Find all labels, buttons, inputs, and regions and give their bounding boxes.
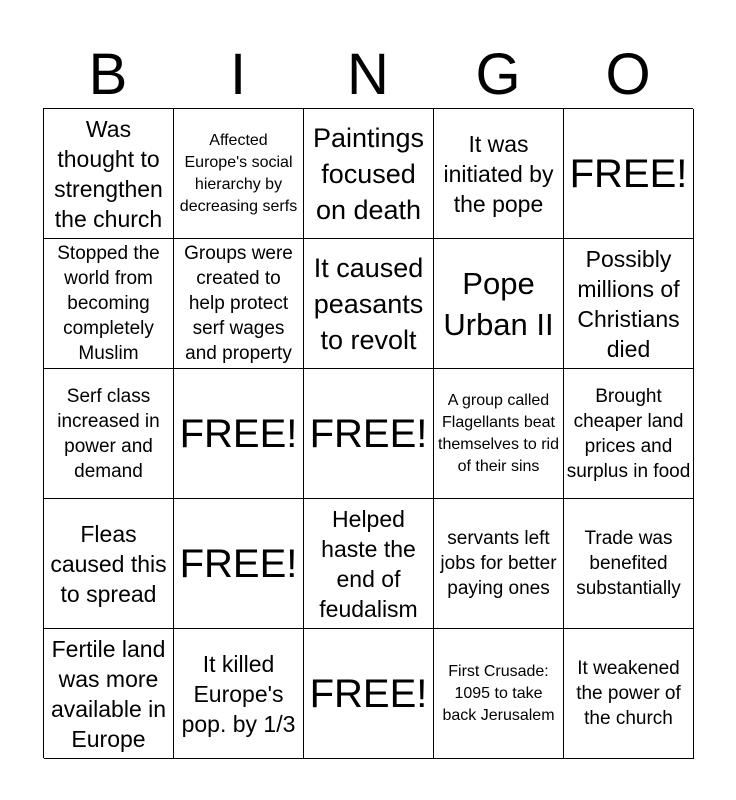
bingo-cell — [434, 629, 564, 759]
cell-text: Was thought to strengthen the church — [54, 115, 163, 232]
cell-text: FREE! — [179, 411, 298, 456]
cell-text: Possibly millions of Christians died — [577, 245, 680, 362]
cell-text: It killed Europe's pop. by 1/3 — [181, 650, 296, 737]
bingo-cell — [174, 109, 304, 239]
bingo-header — [43, 44, 693, 106]
bingo-cell — [564, 629, 694, 759]
bingo-cell — [434, 239, 564, 369]
cell-text: FREE! — [569, 151, 688, 196]
bingo-cell — [564, 239, 694, 369]
cell-text: Serf class increased in power and demand — [57, 385, 160, 482]
cell-text: It was initiated by the pope — [443, 130, 554, 217]
bingo-cell — [434, 109, 564, 239]
bingo-grid — [43, 108, 693, 758]
header-letter-g: G — [475, 42, 521, 107]
cell-text: Pope Urban II — [443, 265, 554, 342]
cell-text: Fertile land was more available in Europe — [50, 635, 167, 752]
cell-text: First Crusade: 1095 to take back Jerusalem — [442, 662, 555, 724]
bingo-cell — [304, 109, 434, 239]
cell-text: servants left jobs for better paying ones — [440, 528, 557, 599]
cell-text: Affected Europe's social hierarchy by decreasing serfs — [179, 131, 298, 215]
bingo-cell — [44, 499, 174, 629]
bingo-cell — [44, 629, 174, 759]
cell-text: Groups were created to help protect serf wages and property — [184, 243, 293, 364]
cell-text: A group called Flagellants beat themselves to rid of their sins — [438, 391, 559, 475]
cell-text: Brought cheaper land prices and surplus in food — [566, 385, 691, 482]
bingo-cell — [44, 239, 174, 369]
cell-text: It caused peasants to revolt — [313, 252, 424, 355]
cell-text: Stopped the world from becoming completely Muslim — [57, 243, 160, 364]
free-cell — [304, 369, 434, 499]
bingo-cell — [44, 109, 174, 239]
header-letter-n: N — [347, 42, 389, 107]
bingo-cell — [304, 499, 434, 629]
cell-text: It weakened the power of the church — [576, 658, 681, 729]
bingo-cell — [434, 499, 564, 629]
bingo-cell — [174, 239, 304, 369]
cell-text: Helped haste the end of feudalism — [319, 505, 418, 622]
cell-text: Paintings focused on death — [312, 122, 425, 225]
cell-text: Fleas caused this to spread — [50, 520, 167, 607]
bingo-cell — [174, 629, 304, 759]
free-cell — [564, 109, 694, 239]
free-cell — [174, 369, 304, 499]
bingo-cell — [564, 499, 694, 629]
bingo-cell — [304, 239, 434, 369]
cell-text: Trade was benefited substantially — [576, 528, 681, 599]
free-cell — [304, 629, 434, 759]
cell-text: FREE! — [309, 671, 428, 716]
header-letter-b: B — [88, 42, 128, 107]
cell-text: FREE! — [179, 541, 298, 586]
header-letter-i: I — [229, 42, 247, 107]
cell-text: FREE! — [309, 411, 428, 456]
bingo-cell — [434, 369, 564, 499]
bingo-cell — [44, 369, 174, 499]
bingo-cell — [564, 369, 694, 499]
free-cell — [174, 499, 304, 629]
header-letter-o: O — [605, 42, 651, 107]
